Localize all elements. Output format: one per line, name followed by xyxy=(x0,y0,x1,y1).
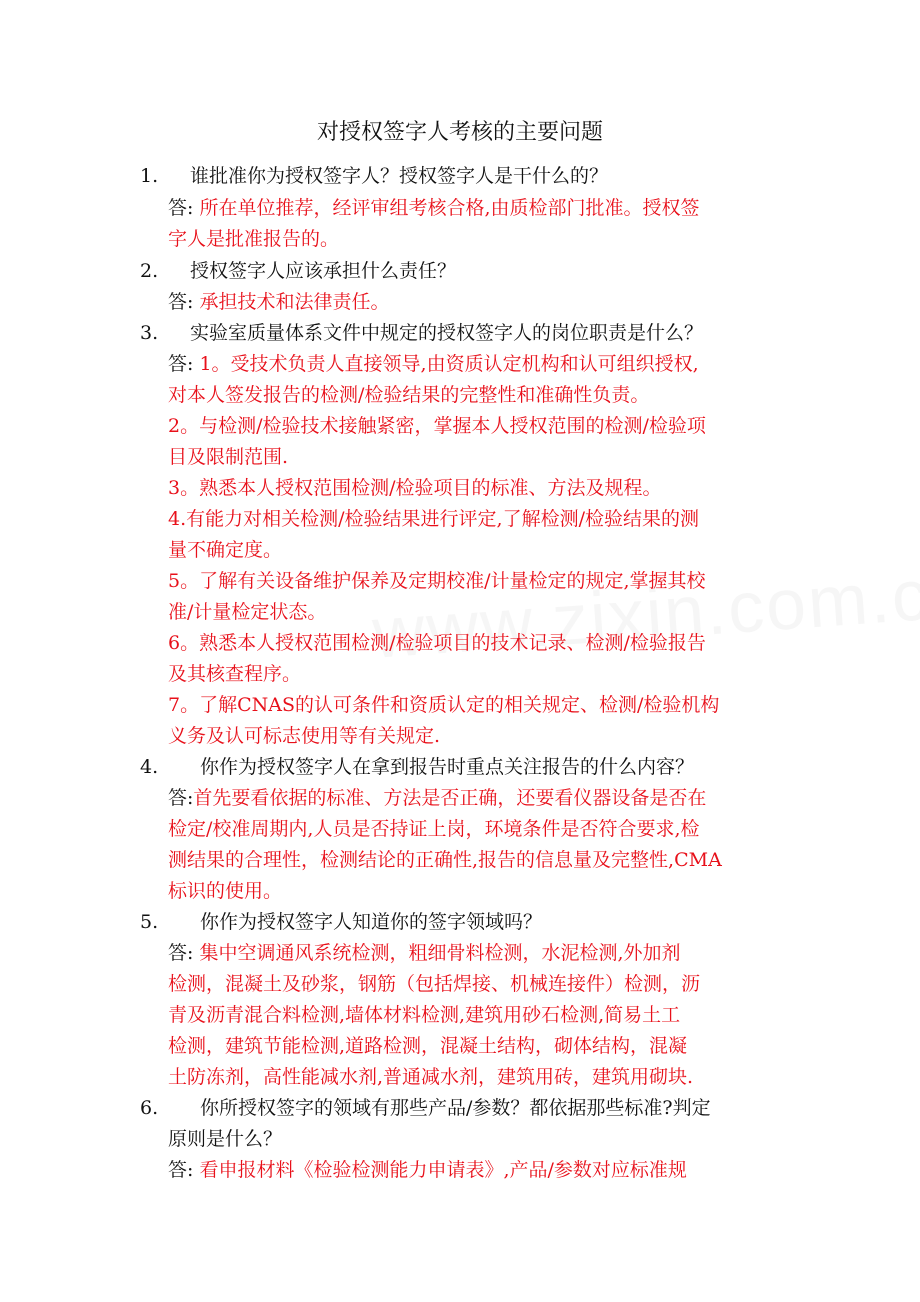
question-number: 6. xyxy=(140,1097,159,1119)
answer-line: 4.有能力对相关检测/检验结果进行评定,了解检测/检验结果的测 xyxy=(168,508,699,530)
answer-line: 青及沥青混合料检测,墙体材料检测,建筑用砂石检测,简易土工 xyxy=(168,1004,681,1026)
answer-3 xyxy=(168,349,699,380)
question-line: 原则是什么？ xyxy=(168,1128,283,1150)
answer-text: 承担技术和法律责任。 xyxy=(199,291,390,313)
question-text: 谁批准你为授权签字人？授权签字人是干什么的？ xyxy=(190,165,609,187)
answer-6 xyxy=(168,1155,687,1186)
answer-line: 字人是批准报告的。 xyxy=(168,228,340,250)
answer-line: 检测，混凝土及砂浆，钢筋（包括焊接、机械连接件）检测，沥 xyxy=(168,973,701,995)
answer-line: 目及限制范围. xyxy=(168,446,289,468)
question-number: 5. xyxy=(140,911,159,933)
answer-2 xyxy=(168,287,389,318)
question-text: 授权签字人应该承担什么责任？ xyxy=(190,260,457,282)
answer-line: 量不确定度。 xyxy=(168,539,283,561)
answer-line: 2。与检测/检验技术接触紧密，掌握本人授权范围的检测/检验项 xyxy=(168,415,706,437)
answer-line: 标识的使用。 xyxy=(168,880,283,902)
question-text: 你所授权签字的领域有那些产品/参数？都依据那些标准?判定 xyxy=(200,1097,711,1119)
answer-label: 答: xyxy=(168,353,194,375)
page-title: 对授权签字人考核的主要问题 xyxy=(316,120,603,145)
answer-text: 1。受技术负责人直接领导,由资质认定机构和认可组织授权, xyxy=(199,353,699,375)
question-text: 你作为授权签字人知道你的签字领域吗？ xyxy=(200,911,543,933)
answer-line: 准/计量检定状态。 xyxy=(168,601,327,623)
answer-line: 3。熟悉本人授权范围检测/检验项目的标准、方法及规程。 xyxy=(168,477,662,499)
answer-line: 对本人签发报告的检测/检验结果的完整性和准确性负责。 xyxy=(168,384,650,406)
answer-text: 看申报材料《检验检测能力申请表》,产品/参数对应标准规 xyxy=(199,1159,687,1181)
answer-1 xyxy=(168,193,700,224)
answer-line: 测结果的合理性，检测结论的正确性,报告的信息量及完整性,CMA xyxy=(168,849,722,871)
question-4 xyxy=(140,752,694,783)
question-1 xyxy=(140,161,608,192)
answer-line: 6。熟悉本人授权范围检测/检验项目的技术记录、检测/检验报告 xyxy=(168,632,706,654)
question-text: 你作为授权签字人在拿到报告时重点关注报告的什么内容？ xyxy=(200,756,695,778)
answer-line: 及其核查程序。 xyxy=(168,663,302,685)
answer-text: 所在单位推荐，经评审组考核合格,由质检部门批准。授权签 xyxy=(199,197,700,219)
answer-line: 土防冻剂，高性能减水剂,普通减水剂，建筑用砖，建筑用砌块. xyxy=(168,1066,694,1088)
answer-label: 答: xyxy=(168,942,194,964)
answer-text: 集中空调通风系统检测，粗细骨料检测，水泥检测,外加剂 xyxy=(199,942,681,964)
answer-line: 5。了解有关设备维护保养及定期校准/计量检定的规定,掌握其校 xyxy=(168,570,706,592)
answer-line: 检定/校准周期内,人员是否持证上岗，环境条件是否符合要求,检 xyxy=(168,818,700,840)
answer-line: 义务及认可标志使用等有关规定. xyxy=(168,725,441,747)
question-number: 2. xyxy=(140,260,159,282)
question-6 xyxy=(140,1093,711,1124)
question-3 xyxy=(140,318,703,349)
answer-line: 7。了解CNAS的认可条件和资质认定的相关规定、检测/检验机构 xyxy=(168,694,720,716)
question-5 xyxy=(140,907,542,938)
question-text: 实验室质量体系文件中规定的授权签字人的岗位职责是什么？ xyxy=(190,322,704,344)
answer-label: 答: xyxy=(168,197,194,219)
answer-label: 答: xyxy=(168,1159,194,1181)
answer-text: 首先要看依据的标准、方法是否正确，还要看仪器设备是否在 xyxy=(193,787,707,809)
question-number: 3. xyxy=(140,322,159,344)
answer-5 xyxy=(168,938,681,969)
answer-label: 答: xyxy=(168,291,194,313)
question-number: 4. xyxy=(140,756,159,778)
question-number: 1. xyxy=(140,165,159,187)
question-2 xyxy=(140,256,456,287)
answer-label: 答: xyxy=(168,787,194,809)
answer-4 xyxy=(168,783,706,814)
answer-line: 检测，建筑节能检测,道路检测，混凝土结构，砌体结构，混凝 xyxy=(168,1035,688,1057)
